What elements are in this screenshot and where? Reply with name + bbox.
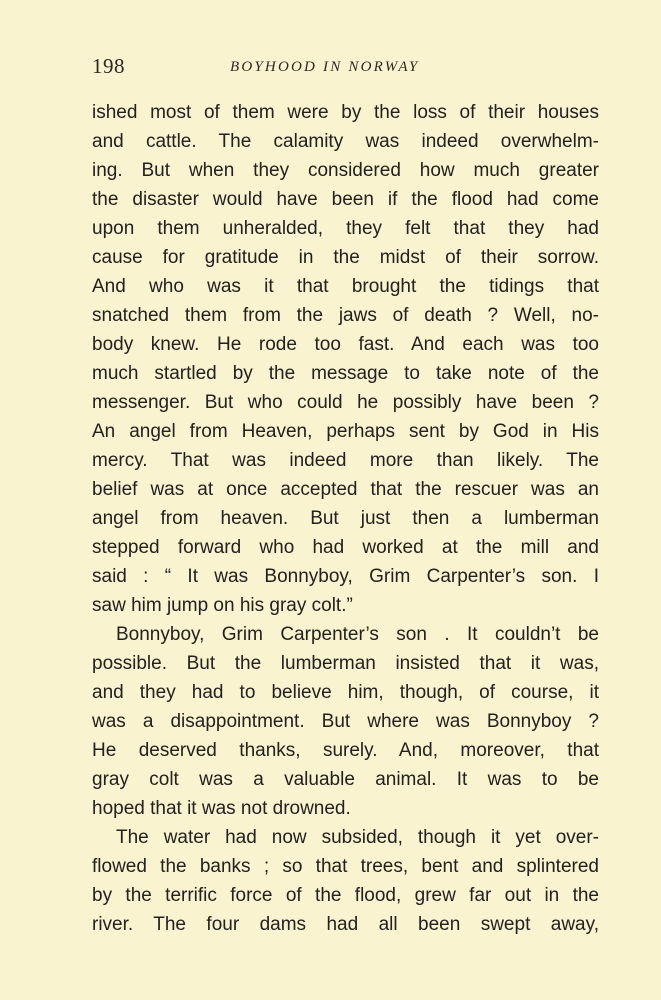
text-line: body knew. He rode too fast. And each was too: [92, 334, 599, 355]
paragraph-end-line: hoped that it was not drowned.: [92, 798, 351, 819]
text-line: And who was it that brought the tidings that: [92, 276, 599, 297]
text-line: river. The four dams had all been swept away,: [92, 914, 599, 935]
text-line: and cattle. The calamity was indeed overwhelm-: [92, 131, 599, 152]
paragraph-start-line: The water had now subsided, though it yet over-: [116, 827, 599, 848]
text-line: He deserved thanks, surely. And, moreover, that: [92, 740, 599, 761]
text-line: said : “ It was Bonnyboy, Grim Carpenter’s son. I: [92, 566, 599, 587]
text-line: snatched them from the jaws of death ? Well, no-: [92, 305, 599, 326]
text-line: belief was at once accepted that the rescuer was an: [92, 479, 599, 500]
text-line: ished most of them were by the loss of their houses: [92, 102, 599, 123]
text-line: cause for gratitude in the midst of their sorrow.: [92, 247, 599, 268]
text-line: possible. But the lumberman insisted that it was,: [92, 653, 599, 674]
running-title: BOYHOOD IN NORWAY: [230, 59, 420, 75]
text-line: was a disappointment. But where was Bonnyboy ?: [92, 711, 599, 732]
text-line: by the terrific force of the flood, grew far out in the: [92, 885, 599, 906]
text-line: the disaster would have been if the flood had come: [92, 189, 599, 210]
text-line: ing. But when they considered how much greater: [92, 160, 599, 181]
paragraph-start-line: Bonnyboy, Grim Carpenter’s son . It couldn’t be: [116, 624, 599, 645]
text-line: angel from heaven. But just then a lumberman: [92, 508, 599, 529]
text-line: much startled by the message to take note of the: [92, 363, 599, 384]
page-number: 198: [92, 54, 125, 78]
text-line: gray colt was a valuable animal. It was to be: [92, 769, 599, 790]
text-line: upon them unheralded, they felt that they had: [92, 218, 599, 239]
paragraph-end-line: saw him jump on his gray colt.”: [92, 595, 353, 616]
text-line: mercy. That was indeed more than likely. The: [92, 450, 599, 471]
text-line: messenger. But who could he possibly have been ?: [92, 392, 599, 413]
text-line: An angel from Heaven, perhaps sent by God in His: [92, 421, 599, 442]
body-text: [92, 98, 599, 939]
running-head: [92, 54, 600, 82]
text-line: flowed the banks ; so that trees, bent and splintered: [92, 856, 599, 877]
text-line: and they had to believe him, though, of course, it: [92, 682, 599, 703]
text-line: stepped forward who had worked at the mill and: [92, 537, 599, 558]
